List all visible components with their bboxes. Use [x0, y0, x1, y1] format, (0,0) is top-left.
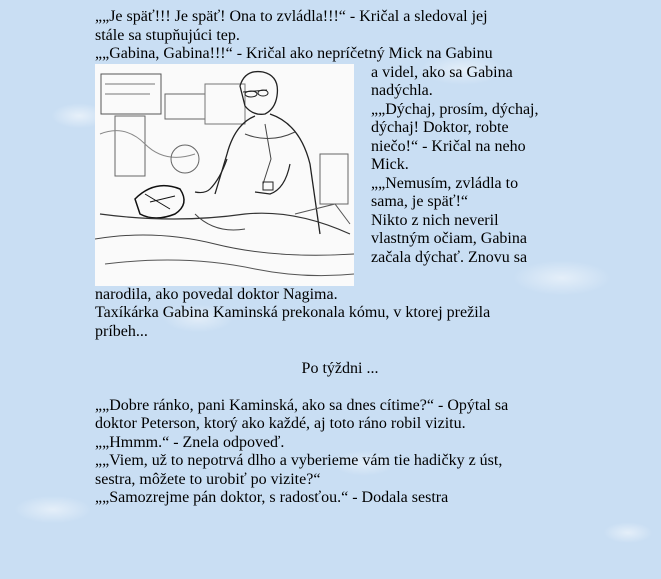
text-line: začala dýchať. Znovu sa — [371, 248, 528, 266]
hospital-sketch-image — [95, 64, 354, 286]
text-line: narodila, ako povedal doktor Nagima. — [95, 285, 338, 303]
text-line: a videl, ako sa Gabina — [371, 63, 513, 81]
text-line: niečo!“ - Kričal na neho — [371, 137, 526, 155]
text-line: príbeh... — [95, 322, 148, 340]
text-line: „„Dobre ránko, pani Kaminská, ako sa dnes cítime?“ - Opýtal sa — [95, 396, 509, 414]
text-line: dýchaj! Doktor, robte — [371, 119, 509, 136]
text-line: vlastným očiam, Gabina — [371, 230, 527, 247]
text-line: sestra, môžete to urobiť po vizite?“ — [95, 470, 321, 488]
illustration-wrap-area — [95, 64, 585, 286]
text-line: Taxíkárka Gabina Kaminská prekonala kómu, v ktorej prežila — [95, 304, 491, 321]
text-line: „„Hmmm.“ - Znela odpoveď. — [95, 433, 285, 451]
text-line: sama, je späť!“ — [371, 193, 469, 210]
blank-line — [95, 378, 585, 397]
text-line: doktor Peterson, ktorý ako každé, aj toto ráno robil vizitu. — [95, 415, 466, 432]
text-line: „„Nemusím, zvládla to — [371, 174, 519, 192]
text-line: Nikto z nich neveril — [371, 211, 499, 229]
text-line: „„Gabina, Gabina!!!“ - Kričal ako nepríčetný Mick na Gabinu — [95, 45, 493, 62]
wrapped-text-column — [371, 64, 601, 268]
blank-line — [95, 341, 585, 360]
text-line: „„Je späť!!! Je späť! Ona to zvládla!!!“ - Kričal a sledoval jej — [95, 8, 488, 25]
text-line: nadýchla. — [371, 82, 433, 99]
text-line: stále sa stupňujúci tep. — [95, 26, 240, 44]
text-line: „„Viem, už to nepotrvá dlho a vyberieme vám tie hadičky z úst, — [95, 452, 503, 469]
text-line: „„Dýchaj, prosím, dýchaj, — [371, 100, 539, 118]
text-line: Mick. — [371, 156, 409, 173]
document-page — [95, 8, 585, 508]
text-line: „„Samozrejme pán doktor, s radosťou.“ - Dodala sestra — [95, 489, 449, 506]
scene-break-heading: Po týždni ... — [301, 359, 379, 377]
